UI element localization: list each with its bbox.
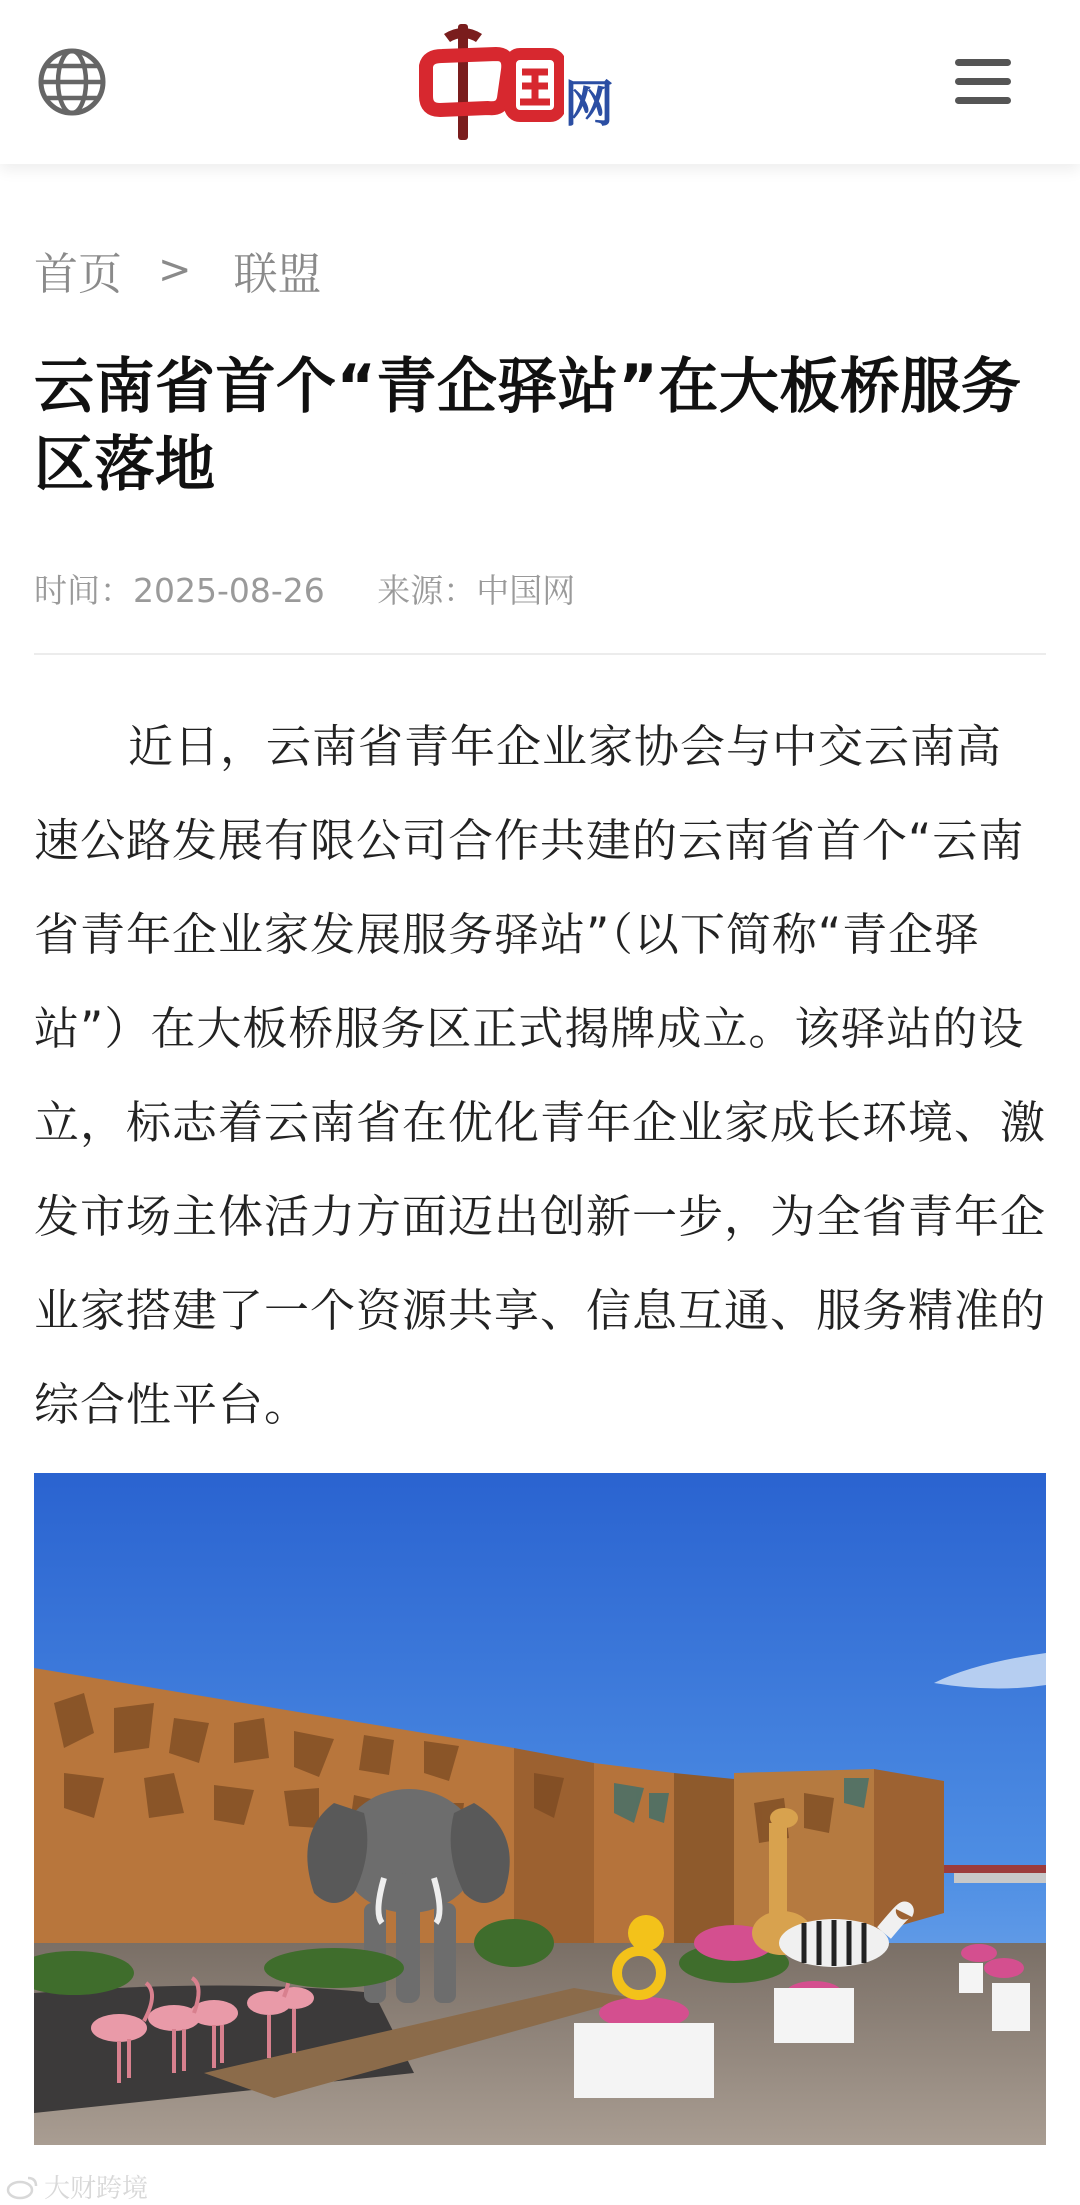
- site-logo[interactable]: [414, 20, 622, 144]
- watermark: [6, 2168, 148, 2205]
- breadcrumb-home-link[interactable]: 首页: [34, 249, 122, 300]
- source-name: 中国网: [476, 571, 576, 610]
- time-label: 时间：: [34, 571, 133, 610]
- logo-text: 网: [564, 74, 612, 133]
- service-area-photo: [34, 1473, 1046, 2145]
- top-bar: [0, 0, 1080, 164]
- article-title: 云南省首个“青企驿站”在大板桥服务区落地: [34, 352, 1022, 500]
- article-paragraph: 近日，云南省青年企业家协会与中交云南高速公路发展有限公司合作共建的云南省首个“云南省青年企业家发展服务驿站”（以下简称“青企驿站”）在大板桥服务区正式揭牌成立。该驿站的设立，标志着云南省在优化青年企业家成长环境、激发市场主体活力方面迈出创新一步，为全省青年企业家搭建了一个资源共享、信息互通、服务精准的综合性平台。: [34, 720, 1047, 1431]
- source-label: 来源：: [377, 571, 477, 610]
- breadcrumb-section-link[interactable]: 联盟: [233, 249, 322, 300]
- watermark-text: 大财跨境: [44, 2174, 149, 2204]
- menu-icon[interactable]: [953, 57, 1013, 107]
- globe-icon[interactable]: [37, 47, 107, 117]
- article-photo[interactable]: [34, 1473, 1046, 2145]
- divider: [34, 653, 1046, 655]
- breadcrumb-separator: >: [158, 247, 192, 293]
- publish-date: 2025-08-26: [133, 571, 325, 610]
- breadcrumb: [34, 238, 322, 302]
- weibo-icon: [6, 2174, 40, 2200]
- article-meta: [34, 565, 575, 612]
- logo-emblem: [414, 20, 564, 144]
